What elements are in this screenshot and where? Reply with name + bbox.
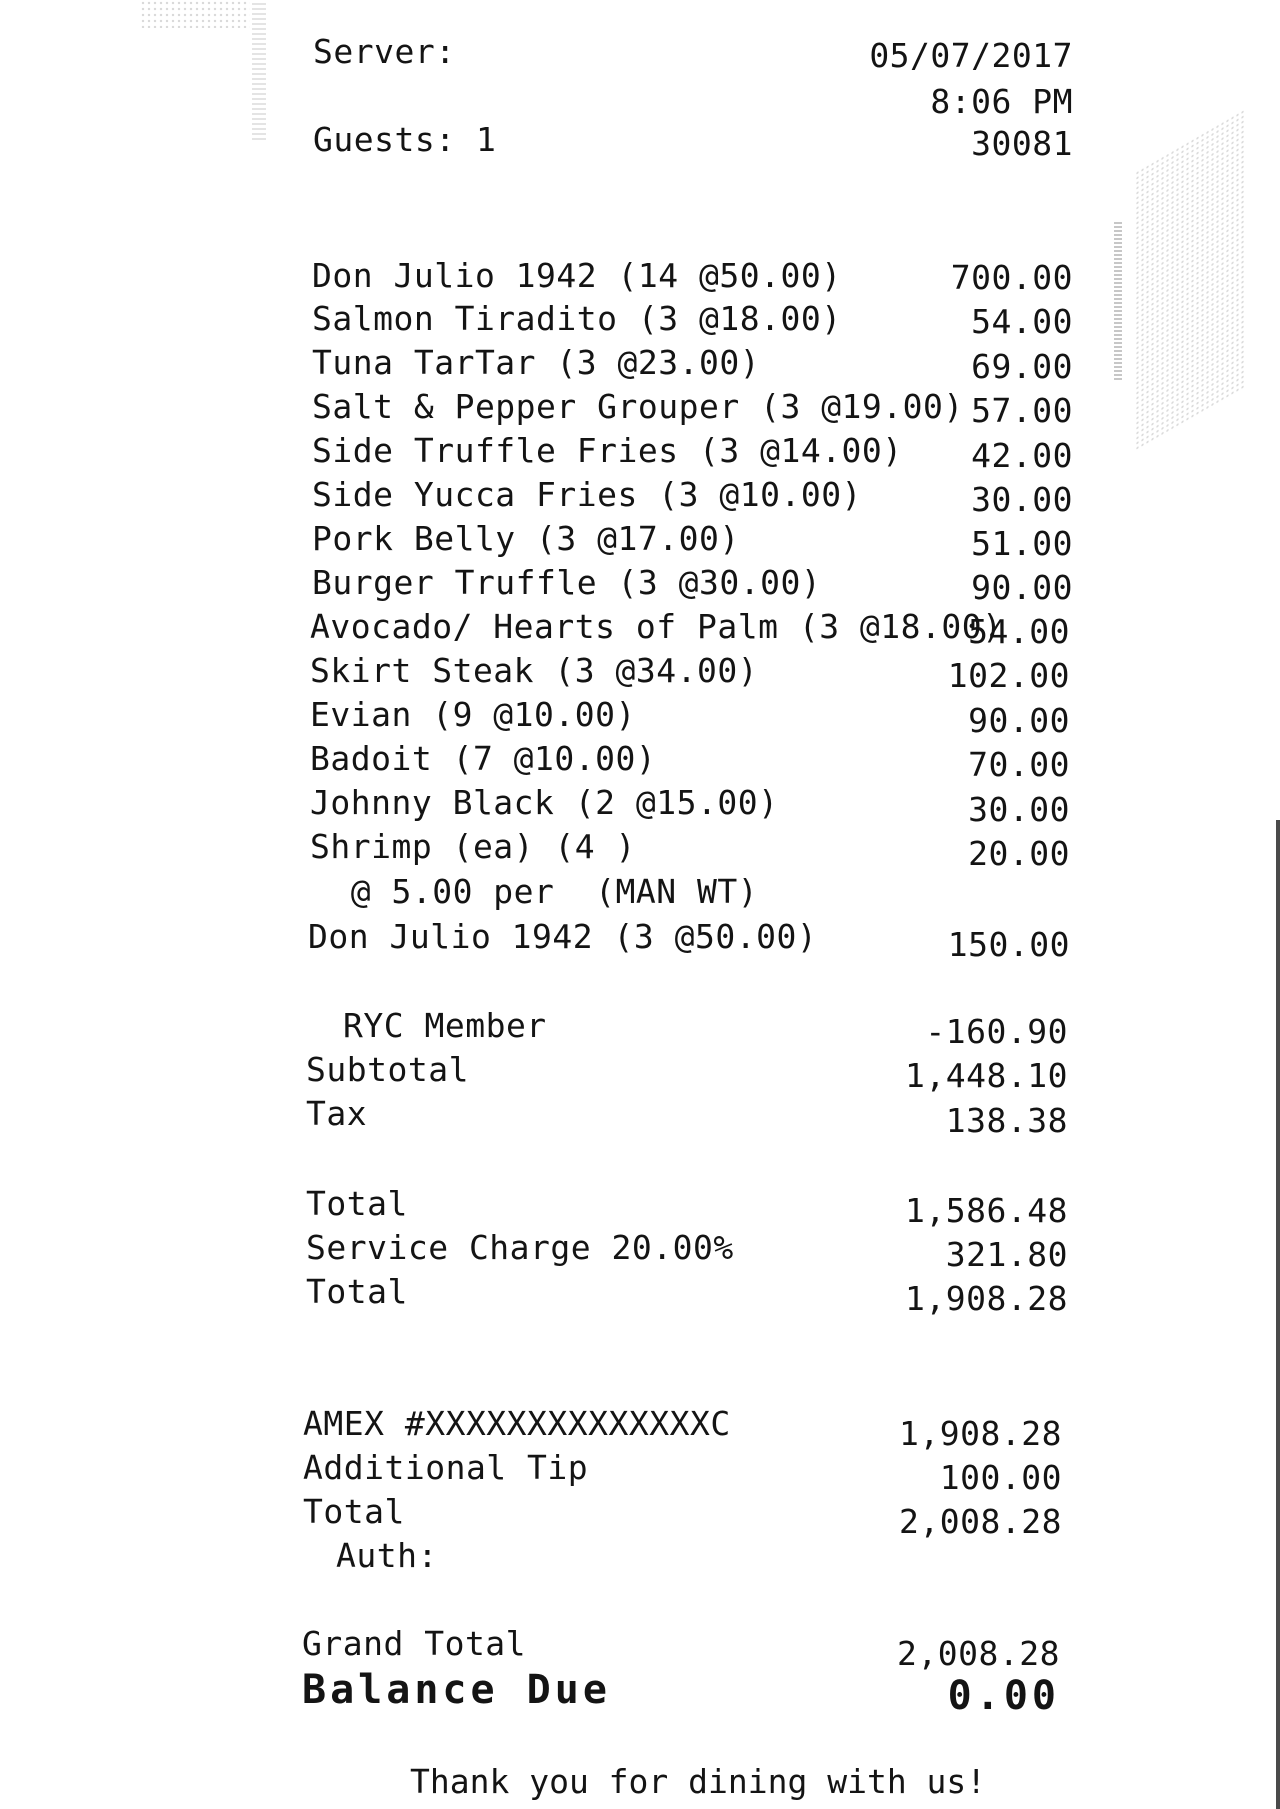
balance-due-label: Balance Due <box>302 1667 611 1713</box>
total-label: Total <box>303 1492 405 1531</box>
balance-due-amount: 0.00 <box>947 1673 1060 1719</box>
thank-you-message: Thank you for dining with us! <box>410 1762 987 1801</box>
item-description: Badoit (7 @10.00) <box>310 739 657 778</box>
additional-tip-label: Additional Tip <box>303 1448 589 1487</box>
item-description: Side Yucca Fries (3 @10.00) <box>312 475 862 514</box>
tax-amount: 138.38 <box>945 1101 1068 1140</box>
item-amount: 102.00 <box>947 656 1070 695</box>
total-label: Total <box>306 1184 408 1223</box>
tax-label: Tax <box>306 1094 368 1133</box>
payment-amount: 1,908.28 <box>899 1414 1062 1453</box>
item-amount: 90.00 <box>968 701 1070 740</box>
subtotal-label: Subtotal <box>306 1050 469 1089</box>
item-description: Johnny Black (2 @15.00) <box>310 783 779 822</box>
item-description: Shrimp (ea) (4 ) <box>310 827 636 866</box>
item-description: Tuna TarTar (3 @23.00) <box>312 343 761 382</box>
scan-artifact <box>252 0 266 140</box>
total-amount: 2,008.28 <box>899 1502 1062 1541</box>
receipt-time: 8:06 PM <box>930 82 1073 121</box>
payment-method-label: AMEX #XXXXXXXXXXXXXXC <box>303 1404 731 1443</box>
total-amount: 1,908.28 <box>905 1279 1068 1318</box>
item-amount: 54.00 <box>971 302 1073 341</box>
discount-amount: -160.90 <box>925 1012 1068 1051</box>
additional-tip-amount: 100.00 <box>939 1458 1062 1497</box>
item-description: Salmon Tiradito (3 @18.00) <box>312 299 842 338</box>
item-amount: 90.00 <box>971 568 1073 607</box>
total-amount: 1,586.48 <box>905 1191 1068 1230</box>
item-amount: 42.00 <box>971 436 1073 475</box>
total-label: Total <box>306 1272 408 1311</box>
check-number: 30081 <box>971 124 1073 163</box>
scan-artifact <box>140 0 250 28</box>
service-charge-label: Service Charge 20.00% <box>306 1228 734 1267</box>
item-description: Skirt Steak (3 @34.00) <box>310 651 759 690</box>
item-amount: 54.00 <box>968 612 1070 651</box>
scan-artifact <box>1114 220 1122 380</box>
receipt-date: 05/07/2017 <box>869 36 1073 75</box>
item-amount: 57.00 <box>971 391 1073 430</box>
item-description: Don Julio 1942 (14 @50.00) <box>312 256 842 295</box>
grand-total-amount: 2,008.28 <box>897 1634 1060 1673</box>
item-description: Evian (9 @10.00) <box>310 695 636 734</box>
server-label: Server: <box>313 32 456 71</box>
scan-artifact <box>1276 820 1280 1809</box>
item-amount: 51.00 <box>971 524 1073 563</box>
item-description: @ 5.00 per (MAN WT) <box>310 872 759 911</box>
auth-label: Auth: <box>336 1536 438 1575</box>
item-description: Side Truffle Fries (3 @14.00) <box>312 431 903 470</box>
item-amount: 20.00 <box>968 834 1070 873</box>
item-amount: 30.00 <box>971 480 1073 519</box>
item-description: Don Julio 1942 (3 @50.00) <box>308 917 818 956</box>
item-description: Salt & Pepper Grouper (3 @19.00) <box>312 387 964 426</box>
discount-label: RYC Member <box>343 1006 547 1045</box>
item-description: Avocado/ Hearts of Palm (3 @18.00) <box>310 607 1003 646</box>
item-description: Pork Belly (3 @17.00) <box>312 519 740 558</box>
scan-artifact <box>1135 108 1245 452</box>
item-description: Burger Truffle (3 @30.00) <box>312 563 822 602</box>
item-amount: 30.00 <box>968 790 1070 829</box>
subtotal-amount: 1,448.10 <box>905 1056 1068 1095</box>
grand-total-label: Grand Total <box>302 1624 527 1663</box>
item-amount: 700.00 <box>950 258 1073 297</box>
service-charge-amount: 321.80 <box>945 1235 1068 1274</box>
item-amount: 150.00 <box>947 925 1070 964</box>
item-amount: 70.00 <box>968 745 1070 784</box>
item-amount: 69.00 <box>971 347 1073 386</box>
guests-label: Guests: 1 <box>313 120 497 159</box>
